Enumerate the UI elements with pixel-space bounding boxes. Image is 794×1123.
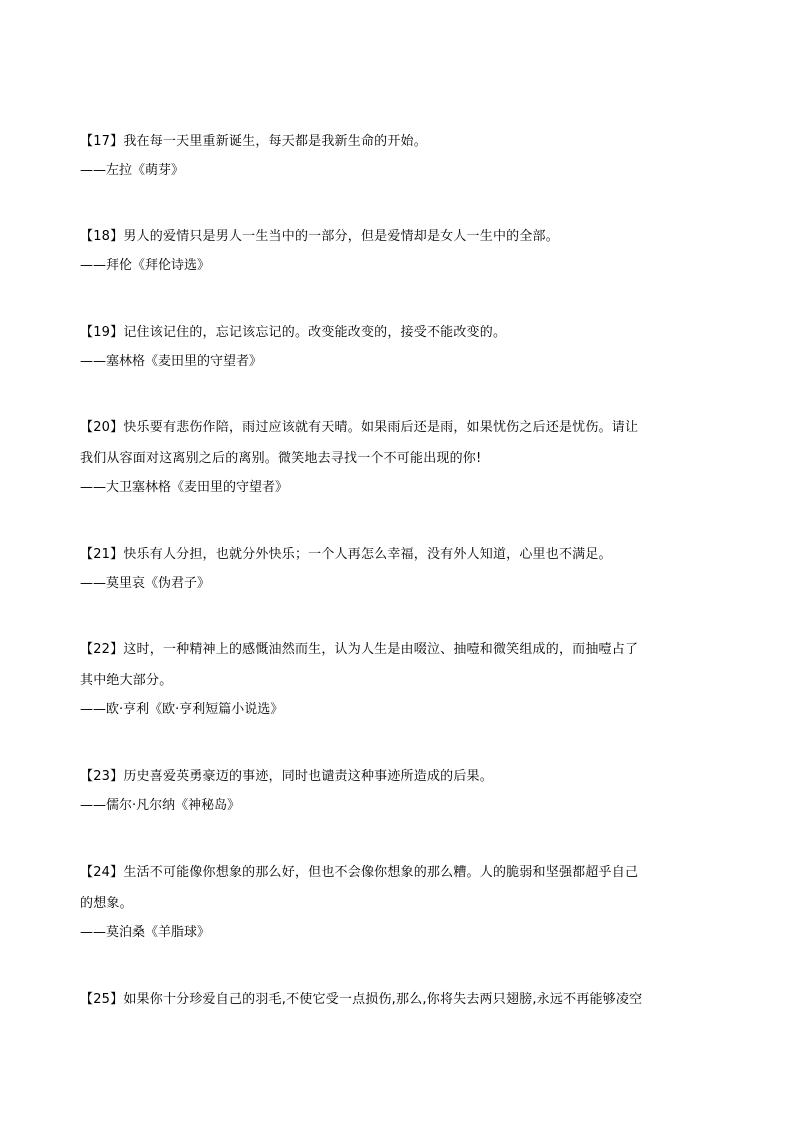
quote-entry-19 [80, 317, 720, 376]
quote-text-continued: 我们从容面对这离别之后的离别。微笑地去寻找一个不可能出现的你! [80, 451, 482, 466]
quote-source: ——左拉《萌芽》 [80, 163, 185, 178]
quote-text: 【21】快乐有人分担，也就分外快乐；一个人再怎么幸福，没有外人知道，心里也不满足。 [80, 547, 612, 562]
quote-text-continued: 其中绝大部分。 [80, 673, 173, 688]
quote-text: 【23】历史喜爱英勇豪迈的事迹，同时也谴责这种事迹所造成的后果。 [80, 769, 493, 784]
quote-source: ——大卫塞林格《麦田里的守望者》 [80, 480, 289, 495]
quote-text: 【19】记住该记住的，忘记该忘记的。改变能改变的，接受不能改变的。 [80, 325, 507, 340]
quote-source: ——儒尔·凡尔纳《神秘岛》 [80, 798, 241, 813]
quote-text: 【22】这时，一种精神上的感慨油然而生，认为人生是由啜泣、抽噎和微笑组成的，而抽噎占了 [80, 642, 639, 657]
quote-entry-20 [80, 412, 720, 502]
quote-text: 【20】快乐要有悲伤作陪，雨过应该就有天晴。如果雨后还是雨，如果忧伤之后还是忧伤。请让 [80, 420, 639, 435]
quote-entry-22 [80, 634, 720, 724]
quote-source: ——莫里哀《伪君子》 [80, 576, 211, 591]
quote-text-continued: 的想象。 [80, 896, 133, 911]
quote-entry-21 [80, 539, 720, 598]
quote-source: ——欧·亨利《欧·亨利短篇小说选》 [80, 702, 284, 717]
quote-text: 【17】我在每一天里重新诞生，每天都是我新生命的开始。 [80, 134, 427, 149]
quote-entry-17 [80, 126, 720, 185]
quote-text: 【18】男人的爱情只是男人一生当中的一部分，但是爱情却是女人一生中的全部。 [80, 229, 559, 244]
quote-entry-24 [80, 857, 720, 947]
quote-text: 【25】如果你十分珍爱自己的羽毛,不使它受一点损伤,那么,你将失去两只翅膀,永远不再能够凌空 [80, 992, 643, 1007]
quote-text: 【24】生活不可能像你想象的那么好，但也不会像你想象的那么糟。人的脆弱和坚强都超乎自己 [80, 865, 639, 880]
quote-source: ——塞林格《麦田里的守望者》 [80, 354, 263, 369]
quote-source: ——莫泊桑《羊脂球》 [80, 925, 211, 940]
quote-source: ——拜伦《拜伦诗选》 [80, 258, 211, 273]
quote-entry-25 [80, 984, 720, 1015]
quote-entry-23 [80, 761, 720, 820]
quote-entry-18 [80, 221, 720, 280]
